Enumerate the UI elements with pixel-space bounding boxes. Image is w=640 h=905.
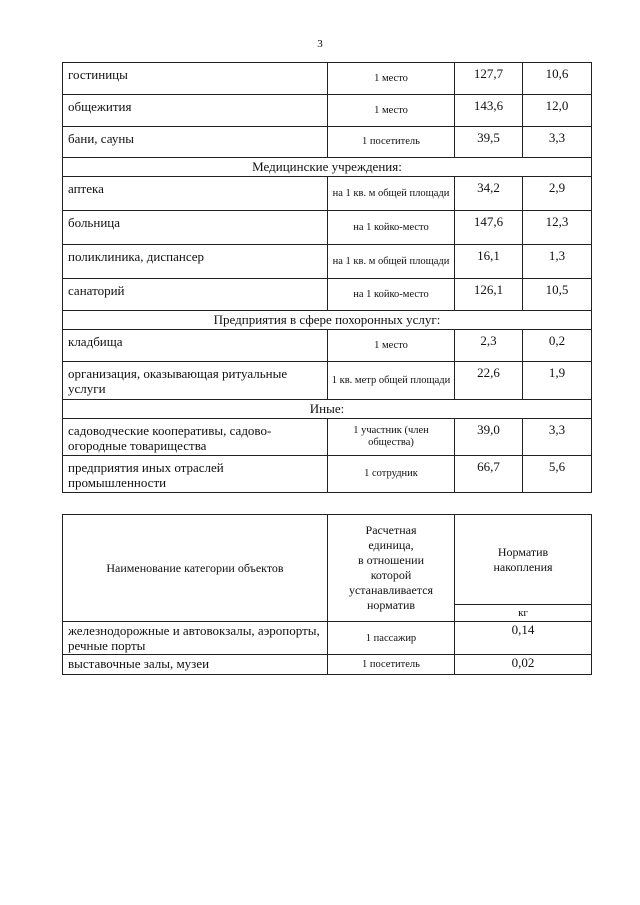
table-row	[63, 95, 592, 127]
table-row	[63, 456, 592, 493]
row-value-2: 12,3	[523, 211, 592, 245]
row-name: садоводческие кооперативы, садово-огородные товарищества	[63, 419, 328, 456]
row-value-2: 1,3	[523, 245, 592, 279]
norms-table-transport	[62, 514, 592, 675]
section-title: Предприятия в сфере похоронных услуг:	[63, 311, 592, 330]
row-name: предприятия иных отраслей промышленности	[63, 456, 328, 493]
row-value-2: 12,0	[523, 95, 592, 127]
page-number: 3	[317, 38, 323, 50]
header-line: единица,	[368, 538, 414, 552]
table-row	[63, 419, 592, 456]
row-value-2: 3,3	[523, 419, 592, 456]
table-row	[63, 622, 592, 655]
section-title: Медицинские учреждения:	[63, 158, 592, 177]
row-value-1: 39,0	[455, 419, 523, 456]
header-line: устанавливается	[348, 583, 434, 597]
header-line: накопления	[493, 559, 553, 574]
row-unit: на 1 кв. м общей площади	[328, 245, 455, 279]
row-name: бани, сауны	[63, 127, 328, 158]
row-unit: на 1 койко-место	[328, 211, 455, 245]
row-value-2: 3,3	[523, 127, 592, 158]
header-unit	[328, 515, 455, 622]
row-value-1: 39,5	[455, 127, 523, 158]
row-unit: 1 сотрудник	[328, 456, 455, 493]
row-unit: на 1 кв. м общей площади	[328, 177, 455, 211]
table-row	[63, 362, 592, 400]
row-value: 0,02	[455, 655, 592, 675]
row-unit: 1 пассажир	[328, 622, 455, 655]
header-line: которой	[370, 568, 412, 582]
row-value-1: 34,2	[455, 177, 523, 211]
header-line: Расчетная	[365, 523, 417, 537]
table-row	[63, 655, 592, 675]
row-name: выставочные залы, музеи	[63, 655, 328, 675]
section-row	[63, 400, 592, 419]
row-value-2: 1,9	[523, 362, 592, 400]
row-name: санаторий	[63, 279, 328, 311]
row-value-1: 126,1	[455, 279, 523, 311]
row-name: аптека	[63, 177, 328, 211]
norms-table-continued	[62, 62, 592, 493]
header-norm	[455, 515, 592, 605]
table-row	[63, 63, 592, 95]
row-value-1: 127,7	[455, 63, 523, 95]
row-value-1: 16,1	[455, 245, 523, 279]
row-unit: 1 посетитель	[328, 655, 455, 675]
row-value-1: 2,3	[455, 330, 523, 362]
table-row	[63, 177, 592, 211]
row-unit: 1 место	[328, 63, 455, 95]
header-kg: кг	[455, 605, 592, 622]
row-name: железнодорожные и автовокзалы, аэропорты, речные порты	[63, 622, 328, 655]
row-value-1: 143,6	[455, 95, 523, 127]
row-unit: на 1 койко-место	[328, 279, 455, 311]
row-unit: 1 участник (член общества)	[328, 419, 455, 456]
row-unit: 1 посетитель	[328, 127, 455, 158]
row-name: поликлиника, диспансер	[63, 245, 328, 279]
row-unit: 1 место	[328, 95, 455, 127]
row-value: 0,14	[455, 622, 592, 655]
table-row	[63, 245, 592, 279]
table-row	[63, 330, 592, 362]
header-line: в отношении	[357, 553, 424, 567]
section-row	[63, 311, 592, 330]
header-line: Норматив	[497, 544, 549, 559]
row-name: организация, оказывающая ритуальные услуги	[63, 362, 328, 400]
row-value-2: 0,2	[523, 330, 592, 362]
row-value-2: 10,6	[523, 63, 592, 95]
row-value-1: 66,7	[455, 456, 523, 493]
table-row	[63, 211, 592, 245]
row-name: больница	[63, 211, 328, 245]
row-name: гостиницы	[63, 63, 328, 95]
section-title: Иные:	[63, 400, 592, 419]
table-row	[63, 279, 592, 311]
row-value-1: 147,6	[455, 211, 523, 245]
row-value-2: 2,9	[523, 177, 592, 211]
row-unit: 1 место	[328, 330, 455, 362]
table-row	[63, 127, 592, 158]
row-name: кладбища	[63, 330, 328, 362]
row-value-2: 5,6	[523, 456, 592, 493]
row-value-2: 10,5	[523, 279, 592, 311]
row-unit: 1 кв. метр общей площади	[328, 362, 455, 400]
row-value-1: 22,6	[455, 362, 523, 400]
section-row	[63, 158, 592, 177]
header-line: норматив	[366, 598, 416, 612]
row-name: общежития	[63, 95, 328, 127]
header-category-name: Наименование категории объектов	[63, 515, 328, 622]
